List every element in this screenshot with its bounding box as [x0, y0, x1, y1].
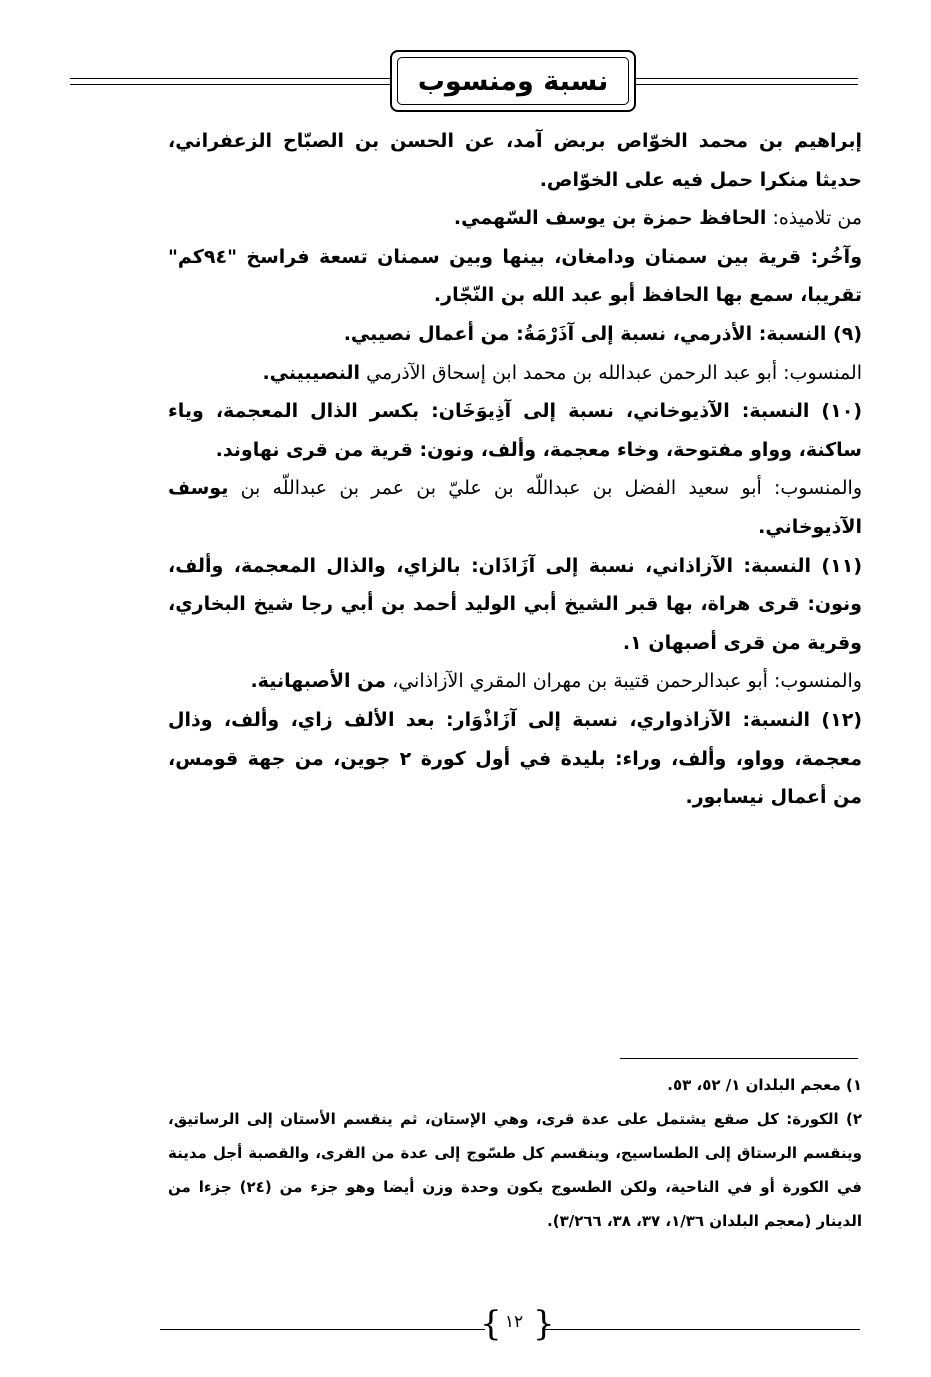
paragraph-4: (٩) النسبة: الأذرمي، نسبة إلى آذَرْمَةُ: من أعمال نصيبي. [343, 322, 862, 345]
paragraph-8: (١١) النسبة: الآزاذاني، نسبة إلى آزَاذَان: بالزاي، والذال المعجمة، وألف، ونون: قرى هراة، بها قبر الشيخ أبي الوليد أحمد بن أبي رجا شيخ البخاري، وقرية من قرى أصبهان ١. [168, 554, 862, 654]
footnote-1: ١) معجم البلدان ١/ ٥٢، ٥٣. [667, 1076, 862, 1094]
paragraph-7-prefix: والمنسوب: أبو سعيد الفضل بن عبداللّه بن عليّ بن عمر بن عبداللّه بن [228, 477, 862, 500]
page-title: نسبة ومنسوب [417, 65, 609, 97]
header-title-inner-frame [397, 57, 629, 105]
paragraph-9-bold: من الأصبهانية. [250, 670, 387, 693]
paragraph-5-prefix: المنسوب: أبو عبد الرحمن عبدالله بن محمد ابن إسحاق الآذرمي [360, 361, 862, 384]
page-number-brace-open: { [480, 1304, 502, 1344]
header-title-frame [390, 50, 636, 112]
paragraph-3: وآخُر: قرية بين سمنان ودامغان، بينها وبين سمنان تسعة فراسخ "٩٤كم" تقريبا، سمع بها الحافظ أبو عبد الله بن النّجّار. [168, 245, 862, 307]
paragraph-7-bold: يوسف الآذيوخاني. [168, 477, 862, 538]
paragraph-9-prefix: والمنسوب: أبو عبدالرحمن قتيبة بن مهران المقري الآزاذاني، [386, 670, 862, 693]
paragraph-2-prefix: من تلاميذه: [766, 207, 862, 230]
main-text [168, 122, 862, 817]
footer-rule-left [160, 1329, 485, 1330]
page-number-brace-close: } [533, 1304, 555, 1344]
paragraph-5-bold: النصيبيني. [262, 361, 361, 384]
paragraph-5 [168, 354, 862, 393]
header-rule-right-top [636, 78, 858, 79]
paragraph-7 [168, 469, 862, 546]
footer-rule-right [545, 1329, 860, 1330]
paragraph-10: (١٢) النسبة: الآزاذواري، نسبة إلى آزَاذْوَار: بعد الألف زاي، وألف، وذال معجمة، وواو، وألف، وراء: بليدة في أول كورة ٢ جوين، من جهة قومس، من أعمال نيسابور. [168, 708, 862, 809]
header-rule-left-top [70, 78, 390, 79]
paragraph-2 [168, 199, 862, 238]
footnote-separator [620, 1058, 858, 1059]
footnote-2: ٢) الكورة: كل صقع يشتمل على عدة قرى، وهي الإستان، ثم ينقسم الأستان إلى الرساتيق، وينقسم الرستاق إلى الطساسيج، وينقسم كل طسّوج إلى عدة من القرى، والقصبة أجل مدينة في الكورة أو في الناحية، ولكن الطسوج يكون وحدة وزن أيضا وهو جزء من (٢٤) جزءا من الدينار (معجم البلدان ١/٣٦، ٣٧، ٣٨، ٣/٢٦٦). [168, 1110, 862, 1230]
footnotes [168, 1068, 862, 1238]
paragraph-6: (١٠) النسبة: الآذيوخاني، نسبة إلى آذِيوَخَان: بكسر الذال المعجمة، وياء ساكنة، وواو مفتوحة، وخاء معجمة، وألف، ونون: قرية من قرى نهاوند. [168, 400, 862, 461]
paragraph-9 [168, 662, 862, 701]
page-number: ١٢ [504, 1312, 524, 1332]
paragraph-1: إبراهيم بن محمد الخوّاص بربض آمد، عن الحسن بن الصبّاح الزعفراني، حديثا منكرا حمل فيه على الخوّاص. [168, 130, 862, 191]
header-rule-right-bottom [636, 84, 858, 85]
paragraph-2-bold: الحافظ حمزة بن يوسف السّهمي. [453, 207, 767, 230]
header-rule-left-bottom [70, 84, 390, 85]
